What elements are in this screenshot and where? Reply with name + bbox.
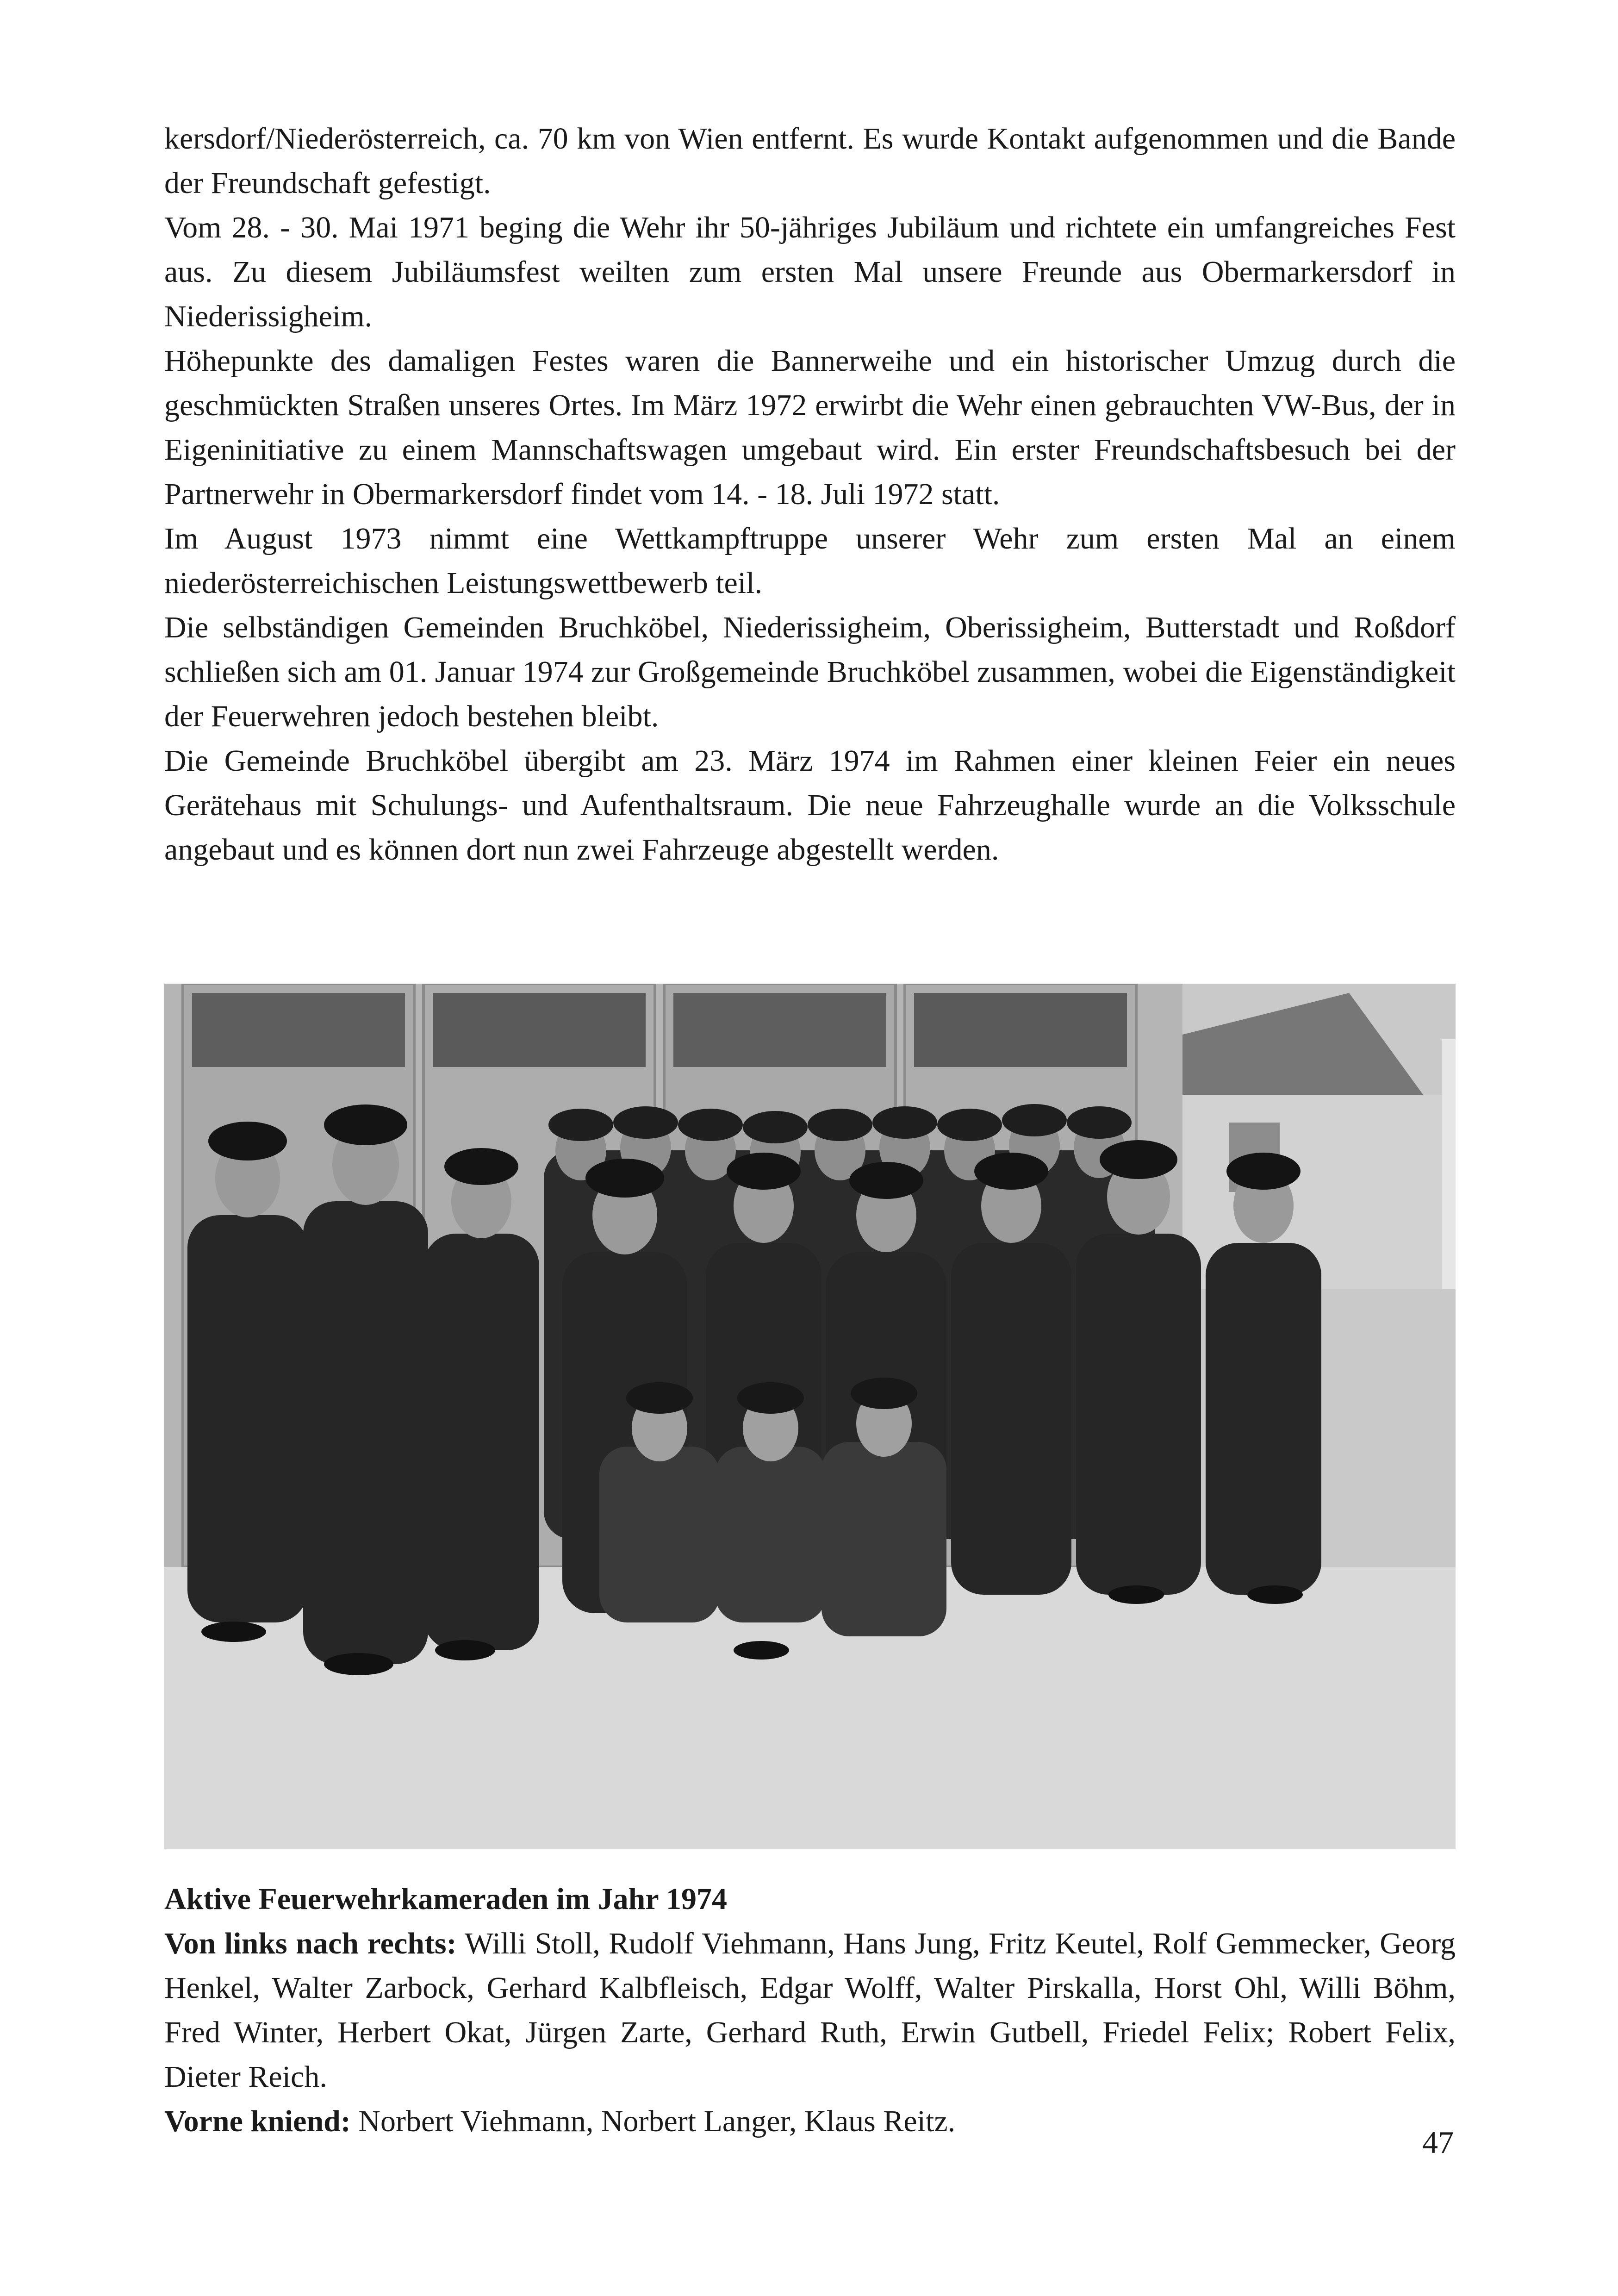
group-photo xyxy=(164,984,1456,1849)
caption-label: Von links nach rechts: xyxy=(164,1927,457,1960)
caption-left-to-right xyxy=(164,1922,1456,2099)
caption-names: Willi Stoll, Rudolf Viehmann, Hans Jung, Fritz Keutel, Rolf Gemmecker, Georg Henkel, Walter Zarbock, Gerhard Kalbfleisch, Edgar Wolff, Walter Pirskalla, Horst Ohl, Willi Böhm, Fred Winter, Herbert Okat, Jürgen Zarte, Gerhard Ruth, Erwin Gutbell, Friedel Felix; Robert Felix, Dieter Reich. xyxy=(164,1927,1456,2094)
paragraph: Im August 1973 nimmt eine Wettkampftruppe unserer Wehr zum ersten Mal an einem niederösterreichischen Leistungswettbewerb teil. xyxy=(164,522,1456,600)
caption-kneeling xyxy=(164,2099,1456,2144)
paragraph: kersdorf/Niederösterreich, ca. 70 km von Wien entfernt. Es wurde Kontakt aufgenommen und die Bande der Freundschaft gefestigt. xyxy=(164,122,1456,200)
caption-names: Norbert Viehmann, Norbert Langer, Klaus Reitz. xyxy=(350,2104,956,2138)
paragraph: Höhepunkte des damaligen Festes waren die Bannerweihe und ein historischer Umzug durch die geschmückten Straßen unseres Ortes. Im März 1972 erwirbt die Wehr einen gebrauchten VW-Bus, der in Eigeninitiative zu einem Mannschaftswagen umgebaut wird. Ein erster Freundschaftsbesuch bei der Partnerwehr in Obermarkersdorf findet vom 14. - 18. Juli 1972 statt. xyxy=(164,344,1456,511)
photo-caption xyxy=(164,1877,1456,2144)
body-text xyxy=(164,117,1456,872)
paragraph: Die Gemeinde Bruchköbel übergibt am 23. März 1974 im Rahmen einer kleinen Feier ein neues Gerätehaus mit Schulungs- und Aufenthaltsraum. Die neue Fahrzeughalle wurde an die Volksschule angebaut und es können dort nun zwei Fahrzeuge abgestellt werden. xyxy=(164,744,1456,867)
paragraph: Die selbständigen Gemeinden Bruchköbel, Niederissigheim, Oberissigheim, Butterstadt und Roßdorf schließen sich am 01. Januar 1974 zur Großgemeinde Bruchköbel zusammen, wobei die Eigenständigkeit der Feuerwehren jedoch bestehen bleibt. xyxy=(164,611,1456,733)
caption-label: Vorne kniend: xyxy=(164,2104,351,2138)
caption-title: Aktive Feuerwehrkameraden im Jahr 1974 xyxy=(164,1882,727,1916)
paragraph: Vom 28. - 30. Mai 1971 beging die Wehr ihr 50-jähriges Jubiläum und richtete ein umfangreiches Fest aus. Zu diesem Jubiläumsfest weilten zum ersten Mal unsere Freunde aus Obermarkersdorf in Niederissigheim. xyxy=(164,211,1456,333)
page-number: 47 xyxy=(1422,2125,1454,2160)
